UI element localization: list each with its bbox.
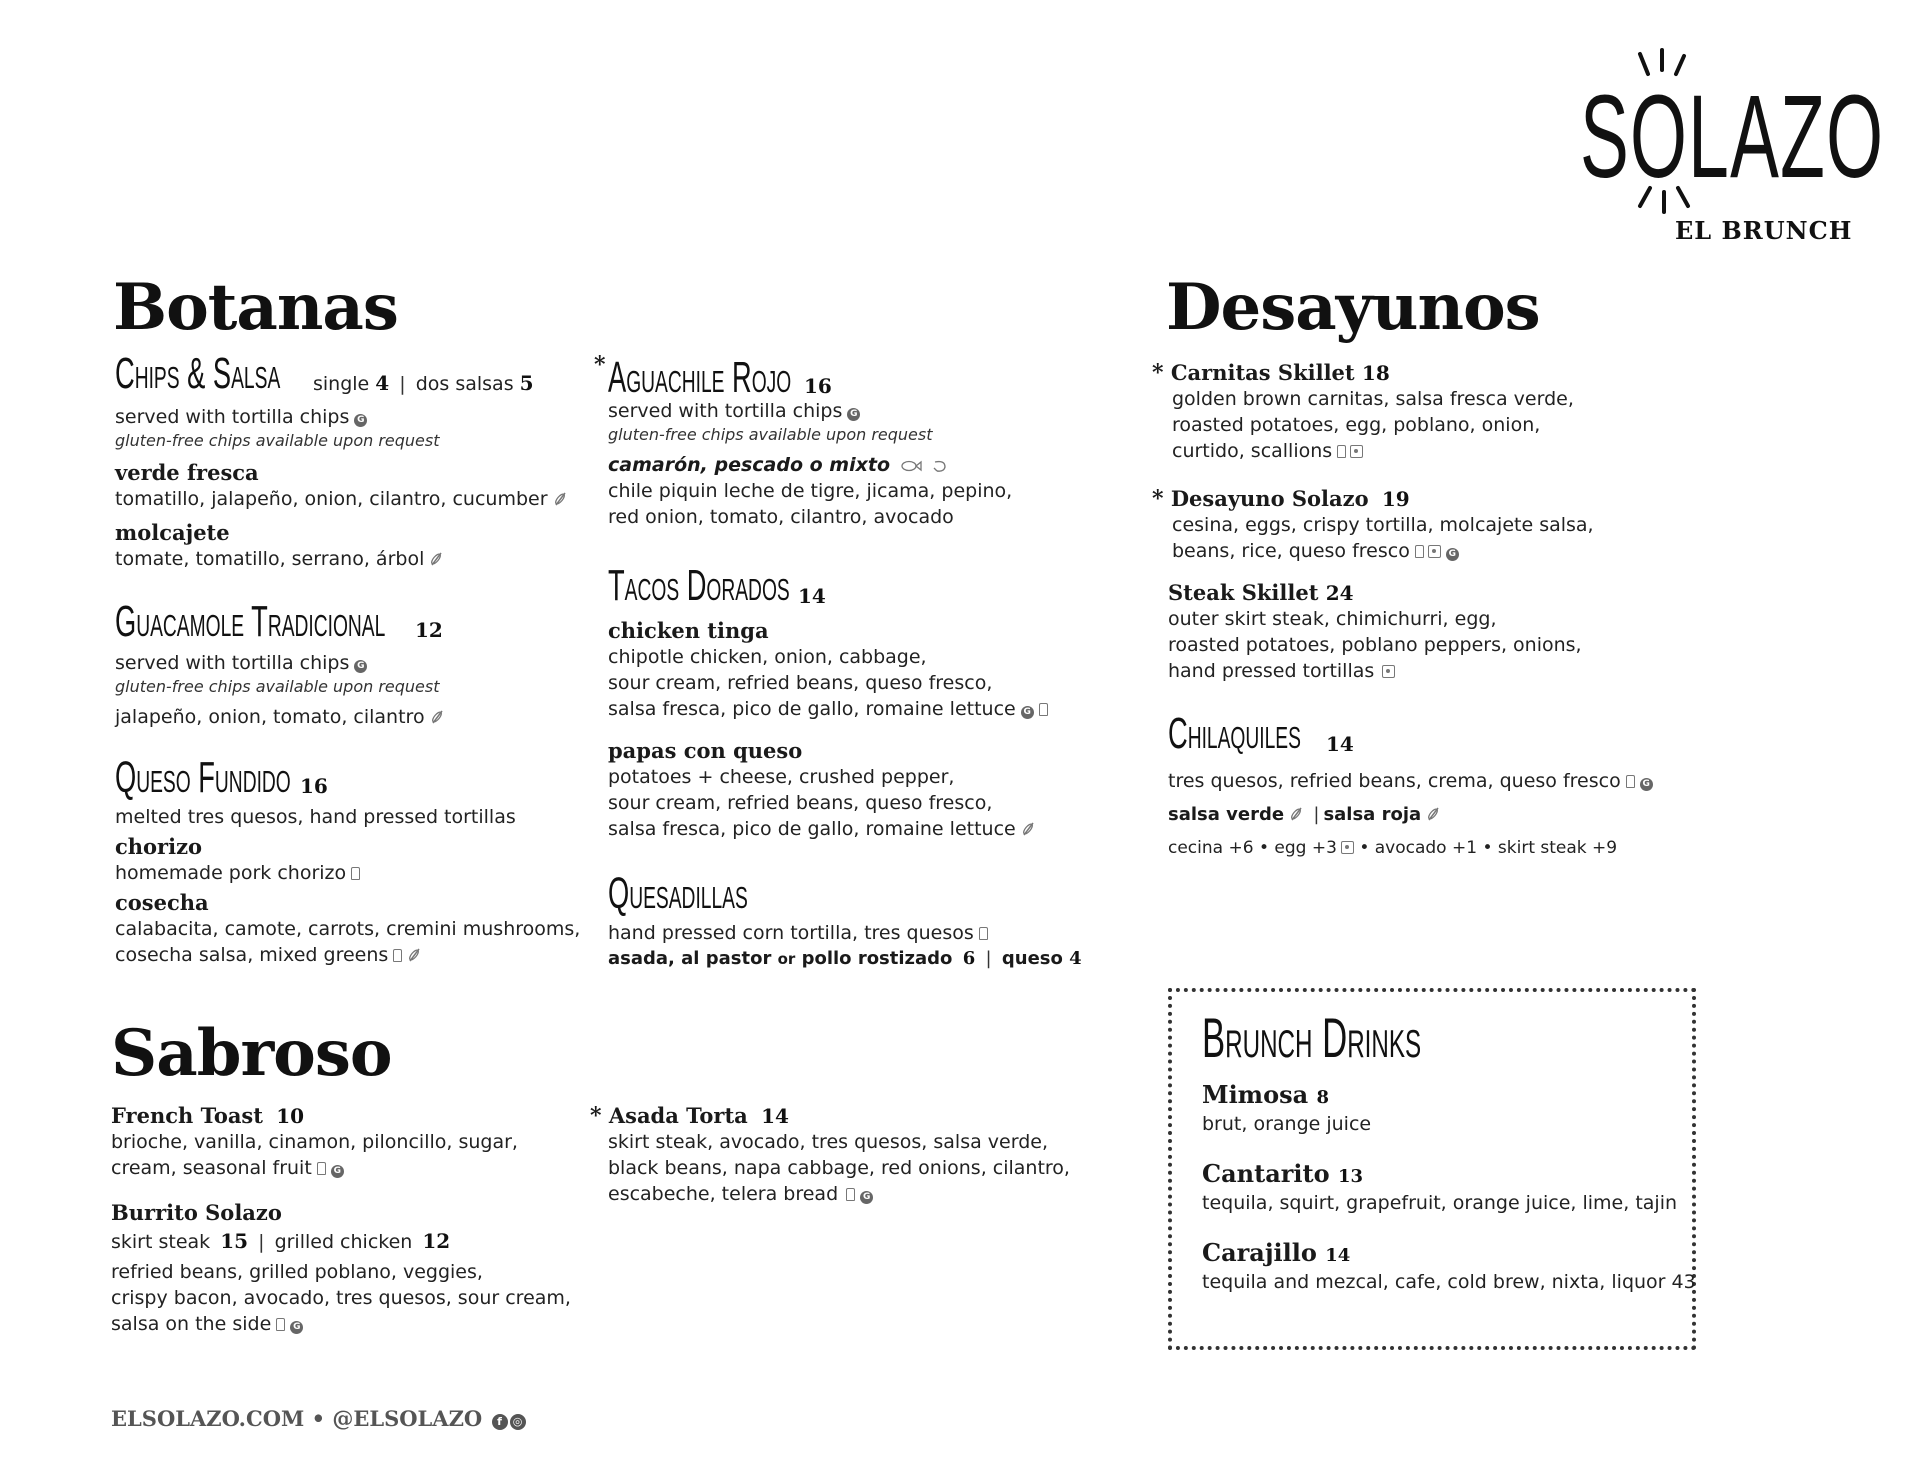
item-title: Tacos Dorados: [608, 561, 790, 610]
footer: [111, 1406, 526, 1431]
item-desc: tres quesos, refried beans, crema, queso fresco: [1168, 770, 1621, 792]
item-desc: tomate, tomatillo, serrano, árbol: [115, 548, 425, 570]
item-desc: hand pressed corn tortilla, tres quesos: [608, 922, 974, 944]
section-title-botanas: Botanas: [113, 270, 398, 345]
option-label: pollo rostizado: [801, 948, 953, 969]
item-subtitle: papas con queso: [608, 738, 803, 763]
dairy-icon: [1337, 445, 1346, 458]
option-label: asada, al pastor: [608, 948, 772, 969]
item-aguachile: [594, 352, 1064, 530]
gluten-free-icon: G: [331, 1165, 344, 1178]
item-queso-fundido: [115, 753, 595, 968]
item-chips-salsa: Chips & Salsa single 4 | dos salsas 5 served with tortilla chips G gluten-free chips available upon request verde fresca tomatillo, jalapeño, onion, cilantro, cucumber molcajete tomate, tomatillo, serrano, árbol: [115, 352, 575, 572]
item-desc: jalapeño, onion, tomato, cilantro: [115, 706, 425, 728]
gluten-free-icon: G: [860, 1191, 873, 1204]
gluten-free-icon: G: [1021, 706, 1034, 719]
egg-icon: [1350, 445, 1363, 458]
item-desayuno-solazo: [1152, 486, 1652, 564]
dairy-icon: [393, 949, 402, 962]
gluten-free-icon: G: [354, 660, 367, 673]
price: 5: [519, 371, 534, 395]
price: 12: [422, 1229, 451, 1253]
item-desc: chipotle chicken, onion, cabbage,: [608, 646, 927, 668]
instagram-icon[interactable]: ◎: [510, 1414, 526, 1430]
item-title: Queso Fundido: [115, 753, 291, 802]
item-desc: refried beans, grilled poblano, veggies,: [111, 1261, 483, 1283]
item-desc: golden brown carnitas, salsa fresca verde,: [1172, 388, 1574, 410]
price: 24: [1325, 581, 1354, 605]
item-title: Chilaquiles: [1168, 709, 1301, 758]
drink-name: Carajillo: [1202, 1238, 1317, 1267]
item-title: Burrito Solazo: [111, 1200, 282, 1225]
dairy-icon: [1626, 775, 1635, 788]
item-title: Guacamole Tradicional: [115, 597, 386, 646]
item-desc: roasted potatoes, egg, poblano, onion,: [1172, 414, 1541, 436]
item-subtitle: verde fresca: [115, 460, 259, 485]
dairy-icon: [276, 1318, 285, 1331]
item-desc: crispy bacon, avocado, tres quesos, sour cream,: [111, 1287, 571, 1309]
price: 15: [220, 1229, 249, 1253]
dairy-icon: [1039, 703, 1048, 716]
price: 13: [1337, 1166, 1364, 1187]
brunch-drinks: [1202, 1006, 1696, 1295]
item-title: Desayuno Solazo: [1170, 486, 1369, 511]
addon-price: +3: [1311, 838, 1337, 858]
item-desc: homemade pork chorizo: [115, 862, 347, 884]
item-title: Steak Skillet: [1168, 580, 1319, 605]
spicy-pepper-icon: [553, 491, 567, 507]
item-subtitle: chorizo: [115, 834, 203, 859]
star-marker: *: [1152, 486, 1164, 512]
brand-logo: [1580, 48, 1885, 248]
item-desc: cream, seasonal fruit: [111, 1157, 312, 1179]
drink-desc: tequila, squirt, grapefruit, orange juice, lime, tajin: [1202, 1192, 1678, 1214]
gluten-free-icon: G: [290, 1321, 303, 1334]
price: 19: [1381, 487, 1410, 511]
spicy-pepper-icon: [407, 947, 421, 963]
spicy-pepper-icon: [1021, 821, 1035, 837]
item-desc: curtido, scallions: [1172, 440, 1333, 462]
item-desc: beans, rice, queso fresco: [1172, 540, 1410, 562]
item-desc: red onion, tomato, cilantro, avocado: [608, 506, 954, 528]
item-note: gluten-free chips available upon request: [115, 677, 440, 696]
price: 4: [375, 371, 390, 395]
drink-name: Mimosa: [1202, 1080, 1309, 1109]
addon-label: cecina: [1168, 838, 1224, 858]
item-desc: salsa fresca, pico de gallo, romaine lettuce: [608, 818, 1016, 840]
egg-icon: [1382, 665, 1395, 678]
price: 4: [1069, 948, 1082, 969]
item-desc: chile piquin leche de tigre, jicama, pepino,: [608, 480, 1013, 502]
item-desc: tomatillo, jalapeño, onion, cilantro, cucumber: [115, 488, 548, 510]
gluten-free-icon: G: [847, 408, 860, 421]
price: 12: [415, 618, 443, 642]
item-subtitle: chicken tinga: [608, 618, 769, 643]
price: 14: [798, 584, 826, 608]
salsa-option: salsa roja: [1323, 804, 1422, 825]
price: 8: [1316, 1087, 1330, 1108]
item-quesadillas: Quesadillas hand pressed corn tortilla, tres quesos asada, al pastor or pollo rostizado 6 | queso 4: [608, 869, 1082, 969]
brand-name: SOLAZO: [1580, 71, 1885, 203]
item-desc: outer skirt steak, chimichurri, egg,: [1168, 608, 1497, 630]
spicy-pepper-icon: [1289, 806, 1303, 822]
item-title: Carnitas Skillet: [1170, 360, 1355, 385]
price-label: single: [313, 373, 370, 395]
price: 6: [962, 948, 976, 969]
item-desc: melted tres quesos, hand pressed tortillas: [115, 806, 516, 828]
egg-icon: [1341, 841, 1354, 854]
item-title: Aguachile Rojo: [608, 353, 792, 402]
item-desc: skirt steak, avocado, tres quesos, salsa verde,: [608, 1131, 1048, 1153]
drinks-title: Brunch Drinks: [1202, 1006, 1422, 1069]
item-guacamole: [115, 597, 575, 730]
section-title-desayunos: Desayunos: [1166, 270, 1540, 345]
item-french-toast: [111, 1103, 591, 1181]
addon-price: +6: [1228, 838, 1254, 858]
item-note: gluten-free chips available upon request: [608, 425, 933, 444]
item-tacos-dorados: [608, 561, 1078, 842]
item-desc: sour cream, refried beans, queso fresco,: [608, 672, 993, 694]
item-desc: cosecha salsa, mixed greens: [115, 944, 389, 966]
addon-label: avocado: [1374, 838, 1447, 858]
item-title: Chips & Salsa: [115, 349, 281, 398]
dairy-icon: [317, 1162, 326, 1175]
item-title: Asada Torta: [608, 1103, 748, 1128]
item-desc: black beans, napa cabbage, red onions, cilantro,: [608, 1157, 1070, 1179]
price: 18: [1361, 361, 1390, 385]
gluten-free-icon: G: [1640, 778, 1653, 791]
spicy-pepper-icon: [1426, 806, 1440, 822]
star-marker: *: [594, 352, 606, 378]
drink-desc: brut, orange juice: [1202, 1113, 1372, 1135]
price-label: dos salsas: [415, 373, 514, 395]
spicy-pepper-icon: [429, 551, 443, 567]
item-subtitle: cosecha: [115, 890, 209, 915]
addon-price: +1: [1452, 838, 1478, 858]
drink-name: Cantarito: [1202, 1159, 1330, 1188]
item-desc: calabacita, camote, carrots, cremini mushrooms,: [115, 918, 581, 940]
dairy-icon: [846, 1188, 855, 1201]
item-desc: hand pressed tortillas: [1168, 660, 1375, 682]
section-title-sabroso: Sabroso: [111, 1016, 392, 1091]
item-desc: served with tortilla chips: [608, 400, 843, 422]
addon-label: egg: [1274, 838, 1307, 858]
item-steak-skillet: [1168, 580, 1668, 684]
website-link[interactable]: ELSOLAZO.COM: [111, 1406, 305, 1431]
social-handle[interactable]: @ELSOLAZO: [332, 1406, 483, 1431]
item-asada-torta: [590, 1103, 1090, 1207]
item-desc: served with tortilla chips: [115, 406, 350, 428]
item-desc: sour cream, refried beans, queso fresco,: [608, 792, 993, 814]
item-title: French Toast: [111, 1103, 263, 1128]
item-carnitas-skillet: [1152, 360, 1652, 464]
item-desc: cesina, eggs, crispy tortilla, molcajete salsa,: [1172, 514, 1594, 536]
item-desc: roasted potatoes, poblano peppers, onions,: [1168, 634, 1582, 656]
star-marker: *: [590, 1103, 602, 1129]
drink-desc: tequila and mezcal, cafe, cold brew, nixta, liquor 43: [1202, 1271, 1696, 1293]
gluten-free-icon: G: [354, 414, 367, 427]
item-burrito-solazo: Burrito Solazo skirt steak 15 | grilled chicken 12 refried beans, grilled poblano, veggies, crispy bacon, avocado, tres quesos, sour cream, salsa on the side G: [111, 1200, 611, 1337]
item-desc: escabeche, telera bread: [608, 1183, 839, 1205]
item-chilaquiles: Chilaquiles 14 tres quesos, refried beans, crema, queso fresco G salsa verde | salsa roja cecina +6 • egg +3 • avocado +1 • skirt steak +9: [1168, 712, 1688, 860]
egg-icon: [1428, 545, 1441, 558]
spicy-pepper-icon: [430, 709, 444, 725]
option-label: queso: [1001, 948, 1063, 969]
dairy-icon: [979, 927, 988, 940]
price: 14: [1326, 732, 1354, 756]
dairy-icon: [351, 867, 360, 880]
price: 10: [276, 1104, 305, 1128]
footer-separator: •: [311, 1406, 325, 1431]
item-desc: potatoes + cheese, crushed pepper,: [608, 766, 955, 788]
option-label: skirt steak: [111, 1231, 211, 1253]
star-marker: *: [1152, 360, 1164, 386]
fish-icon: [900, 459, 922, 473]
price: 14: [761, 1104, 789, 1128]
dairy-icon: [1415, 545, 1424, 558]
salsa-option: salsa verde: [1168, 804, 1285, 825]
price: 16: [300, 774, 328, 798]
item-title: Quesadillas: [608, 869, 748, 918]
brand-tagline: EL BRUNCH: [1675, 216, 1853, 245]
gluten-free-icon: G: [1446, 548, 1459, 561]
item-desc: served with tortilla chips: [115, 652, 350, 674]
option-label: grilled chicken: [274, 1231, 413, 1253]
item-desc: salsa on the side: [111, 1313, 272, 1335]
price: 16: [804, 374, 832, 398]
item-desc: brioche, vanilla, cinamon, piloncillo, sugar,: [111, 1131, 518, 1153]
option-conjunction: or: [777, 950, 796, 968]
item-subtitle: molcajete: [115, 520, 230, 545]
shrimp-icon: [932, 459, 948, 473]
item-desc: salsa fresca, pico de gallo, romaine lettuce: [608, 698, 1016, 720]
facebook-icon[interactable]: f: [492, 1414, 508, 1430]
addon-label: skirt steak: [1497, 838, 1587, 858]
price: 14: [1325, 1245, 1351, 1266]
item-subtitle: camarón, pescado o mixto: [608, 454, 891, 476]
addon-price: +9: [1592, 838, 1618, 858]
item-note: gluten-free chips available upon request: [115, 431, 440, 450]
